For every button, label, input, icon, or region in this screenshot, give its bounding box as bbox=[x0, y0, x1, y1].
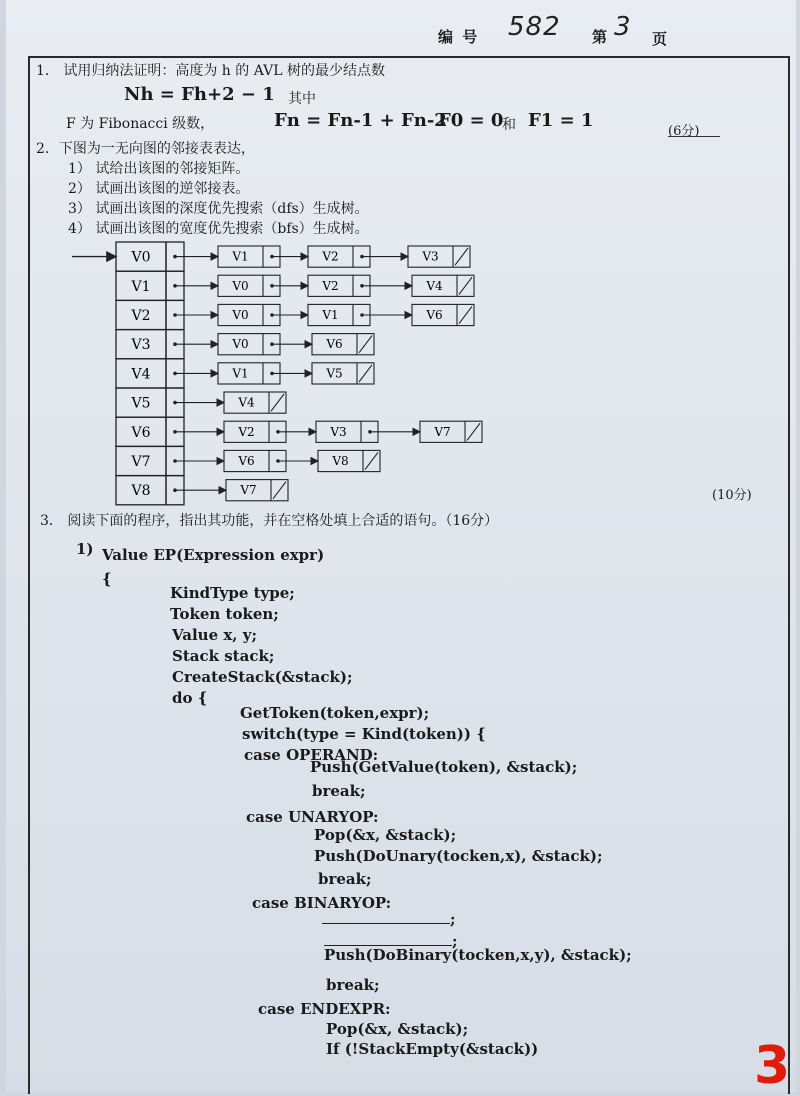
code-line-10: switch(type = Kind(token)) { bbox=[242, 725, 486, 743]
q1-formula: Nh = Fh+2 − 1 bbox=[124, 84, 275, 105]
code-line-24: Pop(&x, &stack); bbox=[326, 1020, 469, 1038]
list-node-v3-v6 bbox=[312, 334, 374, 355]
list-node-label: V2 bbox=[238, 424, 255, 439]
list-node-label: V3 bbox=[330, 424, 347, 439]
list-node-label: V4 bbox=[426, 278, 443, 293]
q2-title: 2．下图为一无向图的邻接表表达， bbox=[36, 141, 255, 157]
code-line-11: case OPERAND: bbox=[244, 746, 379, 764]
q3-subpart: 1) bbox=[76, 540, 94, 558]
list-node-v4-v5 bbox=[312, 363, 374, 384]
list-node-label: V0 bbox=[232, 337, 249, 352]
null-pointer-slash bbox=[271, 394, 284, 411]
null-pointer-slash bbox=[365, 452, 378, 469]
head-label-v8: V8 bbox=[131, 483, 151, 500]
q2-item-4: 4） 试画出该图的宽度优先搜索（bfs）生成树。 bbox=[68, 221, 369, 237]
list-node-label: V7 bbox=[240, 483, 257, 498]
list-node-label: V2 bbox=[322, 249, 339, 264]
list-node-label: V0 bbox=[232, 308, 249, 322]
code-line-3: KindType type; bbox=[170, 584, 295, 602]
null-pointer-slash bbox=[467, 423, 480, 440]
code-value: 582 bbox=[508, 12, 561, 42]
code-line-23: case ENDEXPR: bbox=[258, 1000, 391, 1018]
code-line-4: Token token; bbox=[170, 605, 279, 623]
q2-points: (10分) bbox=[712, 488, 752, 503]
adjacency-list-diagram bbox=[6, 0, 796, 520]
code-line-15: Pop(&x, &stack); bbox=[314, 826, 457, 844]
null-pointer-slash bbox=[359, 336, 372, 353]
list-node-v7-v8 bbox=[318, 450, 380, 471]
code-line-21: Push(DoBinary(tocken,x,y), &stack); bbox=[324, 946, 632, 964]
list-node-v5-v4 bbox=[224, 392, 286, 413]
list-node-label: V4 bbox=[238, 395, 255, 410]
list-node-label: V6 bbox=[238, 454, 255, 468]
code-line-18: case BINARYOP: bbox=[252, 894, 392, 912]
list-node-label: V3 bbox=[422, 249, 439, 264]
head-label-v0: V0 bbox=[131, 249, 151, 266]
page-value: 3 bbox=[614, 12, 632, 42]
list-node-label: V6 bbox=[326, 337, 343, 352]
head-label-v3: V3 bbox=[131, 337, 151, 354]
null-pointer-slash bbox=[359, 365, 372, 382]
head-label-v4: V4 bbox=[131, 366, 151, 383]
q1-fibonacci-note: F 为 Fibonacci 级数， bbox=[66, 116, 215, 132]
code-line-2: { bbox=[102, 570, 112, 588]
q1-and: 和 bbox=[502, 117, 516, 133]
code-blank-2: ; bbox=[324, 932, 458, 950]
code-label: 编 号 bbox=[438, 28, 480, 46]
code-line-6: Stack stack; bbox=[172, 647, 275, 665]
null-pointer-slash bbox=[455, 248, 468, 265]
list-node-v1-v4 bbox=[412, 275, 474, 296]
page-label: 第 bbox=[592, 28, 610, 46]
head-label-v2: V2 bbox=[131, 308, 151, 324]
list-node-label: V1 bbox=[232, 249, 249, 264]
code-line-5: Value x, y; bbox=[172, 626, 257, 644]
head-label-v6: V6 bbox=[131, 424, 151, 441]
list-node-label: V2 bbox=[322, 278, 339, 293]
list-node-label: V7 bbox=[434, 424, 451, 439]
q2-item-2: 2） 试画出该图的逆邻接表。 bbox=[68, 181, 250, 197]
q1-init-1: F1 = 1 bbox=[528, 110, 594, 131]
head-label-v5: V5 bbox=[131, 395, 151, 412]
blank-line-1 bbox=[322, 911, 450, 924]
list-node-label: V1 bbox=[322, 308, 339, 322]
q1-statement: 1． 试用归纳法证明：高度为 h 的 AVL 树的最少结点数 bbox=[36, 63, 385, 79]
corner-page-number: 3 bbox=[754, 1036, 791, 1096]
q2-item-1: 1） 试给出该图的邻接矩阵。 bbox=[68, 161, 250, 177]
head-label-v1: V1 bbox=[131, 278, 151, 295]
list-node-v8-v7 bbox=[226, 480, 288, 501]
code-line-17: break; bbox=[318, 870, 372, 888]
q2-item-3: 3） 试画出该图的深度优先搜索（dfs）生成树。 bbox=[68, 201, 369, 217]
code-line-14: case UNARYOP: bbox=[246, 808, 379, 826]
code-line-25: If (!StackEmpty(&stack)) bbox=[326, 1040, 539, 1058]
code-line-1: Value EP(Expression expr) bbox=[102, 546, 325, 564]
code-line-8: do { bbox=[172, 689, 208, 707]
code-line-16: Push(DoUnary(tocken,x), &stack); bbox=[314, 847, 603, 865]
code-line-13: break; bbox=[312, 782, 366, 800]
q1-init-0: F0 = 0 bbox=[438, 110, 504, 131]
page-suffix: 页 bbox=[652, 30, 670, 48]
exam-page bbox=[6, 0, 796, 1096]
list-node-label: V5 bbox=[326, 366, 343, 381]
null-pointer-slash bbox=[273, 482, 286, 499]
head-label-v7: V7 bbox=[131, 454, 151, 470]
list-node-v2-v6 bbox=[412, 304, 474, 325]
list-node-label: V1 bbox=[232, 366, 249, 381]
list-node-label: V0 bbox=[232, 278, 249, 293]
code-line-22: break; bbox=[326, 976, 380, 994]
code-line-12: Push(GetValue(token), &stack); bbox=[310, 758, 578, 776]
q1-points: (6分) bbox=[668, 124, 700, 139]
q1-where: 其中 bbox=[288, 91, 316, 107]
list-node-label: V8 bbox=[332, 454, 349, 468]
list-node-v0-v3 bbox=[408, 246, 470, 267]
null-pointer-slash bbox=[459, 306, 472, 323]
code-line-9: GetToken(token,expr); bbox=[240, 704, 430, 722]
q3-title: 3． 阅读下面的程序，指出其功能，并在空格处填上合适的语句。（16分） bbox=[40, 513, 499, 529]
blank-line-2 bbox=[324, 933, 452, 946]
null-pointer-slash bbox=[459, 277, 472, 294]
list-node-label: V6 bbox=[426, 308, 443, 322]
code-line-7: CreateStack(&stack); bbox=[172, 668, 353, 686]
q1-recurrence: Fn = Fn-1 + Fn-2 bbox=[274, 110, 447, 131]
list-node-v6-v7 bbox=[420, 421, 482, 442]
code-blank-1: ; bbox=[322, 910, 456, 928]
